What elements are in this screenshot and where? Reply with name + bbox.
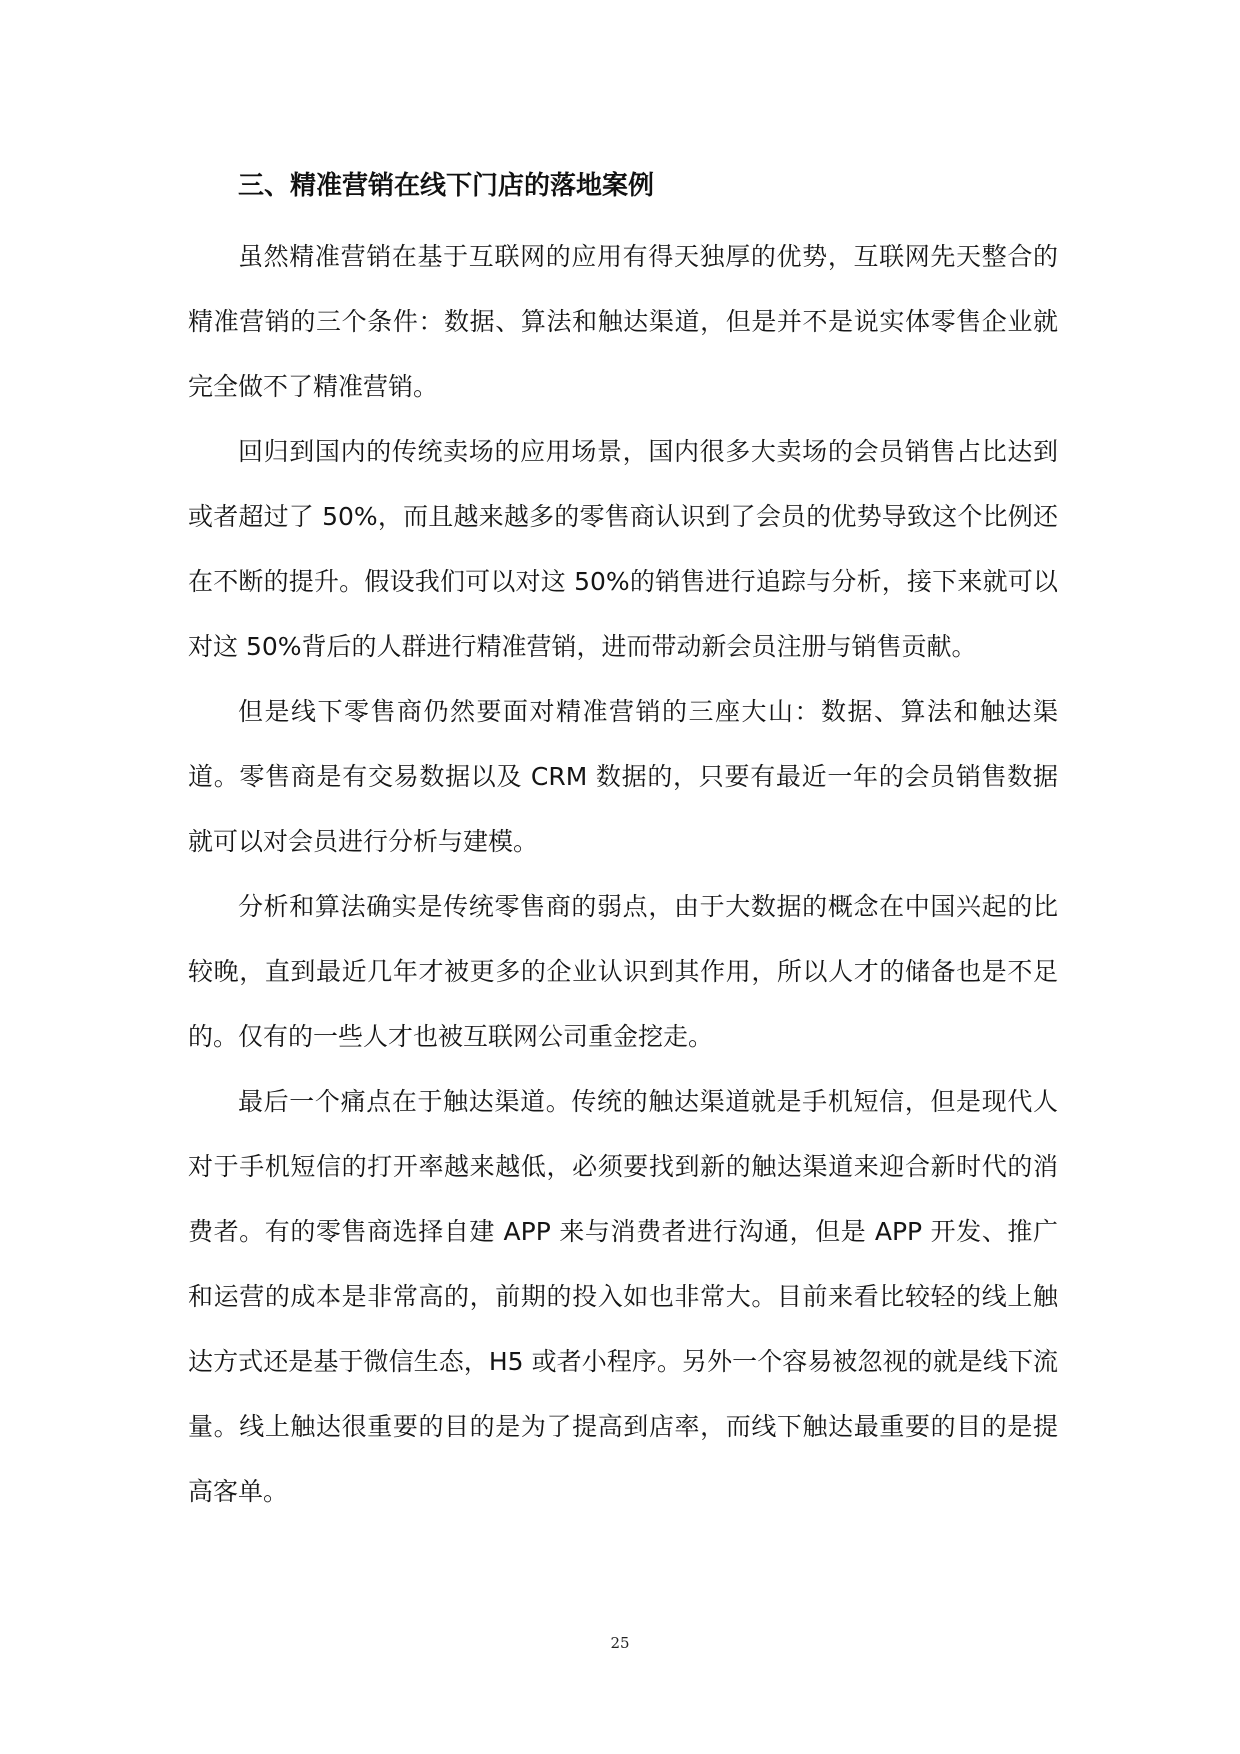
paragraph-1: 虽然精准营销在基于互联网的应用有得天独厚的优势，互联网先天整合的精准营销的三个条件：数据、算法和触达渠道，但是并不是说实体零售企业就完全做不了精准营销。 [188,242,1058,401]
paragraph-5: 最后一个痛点在于触达渠道。传统的触达渠道就是手机短信，但是现代人对于手机短信的打开率越来越低，必须要找到新的触达渠道来迎合新时代的消费者。有的零售商选择自建 APP 来与消费者进行沟通，但是 APP 开发、推广和运营的成本是非常高的，前期的投入如也非常大。目前来看比较轻的线上触达方式还是基于微信生态，H5 或者小程序。另外一个容易被忽视的就是线下流量。线上触达很重要的目的是为了提高到店率，而线下触达最重要的目的是提高客单。 [188,1087,1058,1506]
page-number: 25 [610,1634,630,1652]
paragraph-3: 但是线下零售商仍然要面对精准营销的三座大山：数据、算法和触达渠道。零售商是有交易数据以及 CRM 数据的，只要有最近一年的会员销售数据就可以对会员进行分析与建模。 [188,697,1058,856]
body-text [188,224,1058,1524]
paragraph-4: 分析和算法确实是传统零售商的弱点，由于大数据的概念在中国兴起的比较晚，直到最近几年才被更多的企业认识到其作用，所以人才的储备也是不足的。仅有的一些人才也被互联网公司重金挖走。 [188,892,1058,1051]
section-heading: 三、精准营销在线下门店的落地案例 [238,171,655,201]
paragraph-2: 回归到国内的传统卖场的应用场景，国内很多大卖场的会员销售占比达到或者超过了 50%，而且越来越多的零售商认识到了会员的优势导致这个比例还在不断的提升。假设我们可以对这 50%的销售进行追踪与分析，接下来就可以对这 50%背后的人群进行精准营销，进而带动新会员注册与销售贡献。 [188,437,1058,661]
